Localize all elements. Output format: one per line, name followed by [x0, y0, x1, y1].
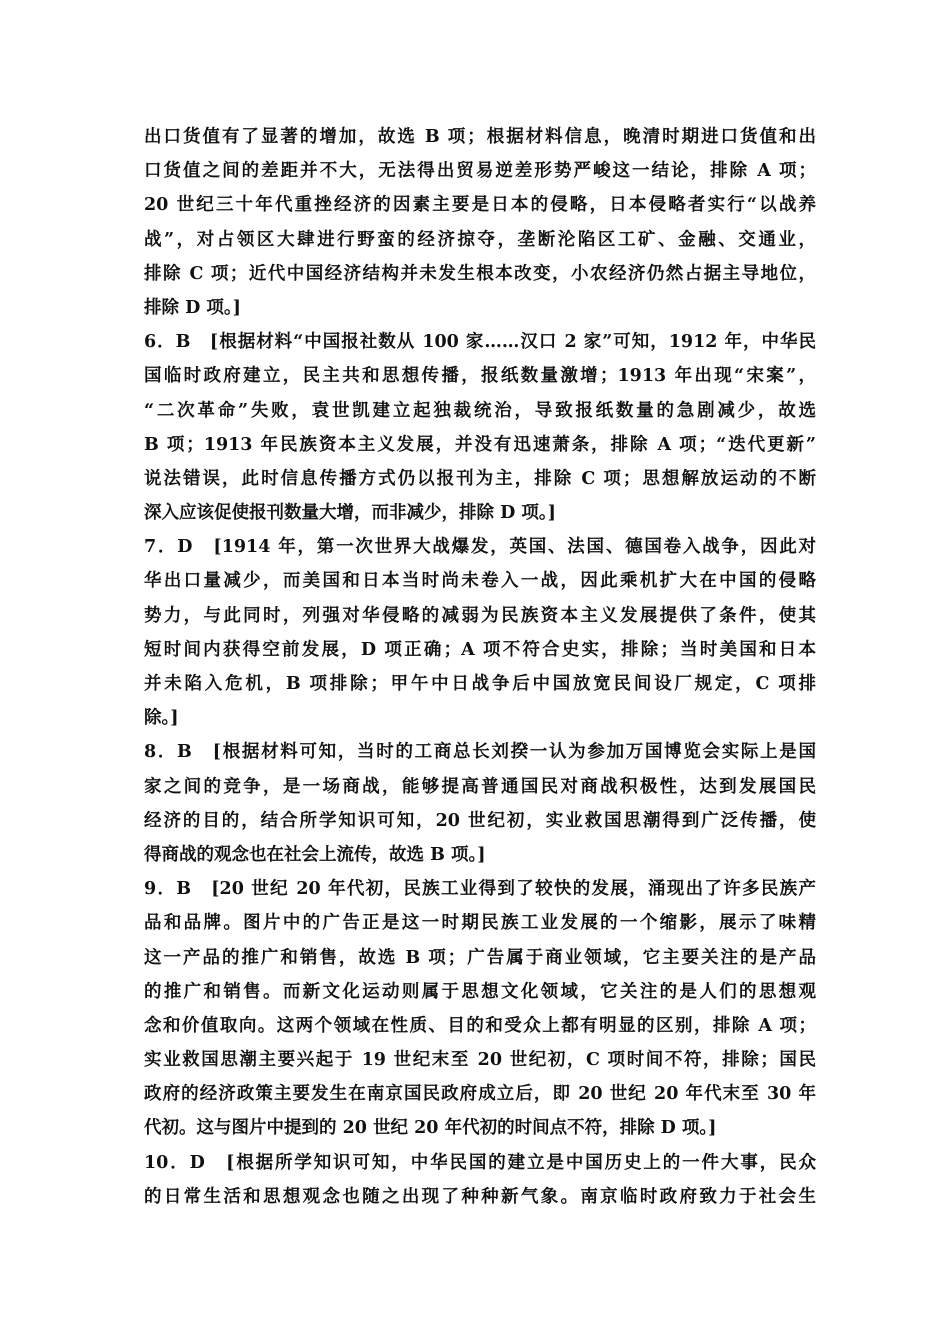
text-line: 20 世纪三十年代重挫经济的因素主要是日本的侵略，日本侵略者实行“以战养 — [144, 195, 816, 216]
text-line: 口货值之间的差距并不大，无法得出贸易逆差形势严峻这一结论，排除 A 项； — [144, 161, 816, 182]
text-line: 深入应该促使报刊数量大增，而非减少，排除 D 项。] — [144, 503, 556, 524]
text-line: 出口货值有了显著的增加，故选 B 项；根据材料信息，晚清时期进口货值和出 — [144, 127, 816, 147]
answer-block-q9 — [144, 872, 816, 1146]
text-line: 家之间的竞争，是一场商战，能够提高普通国民对商战积极性，达到发展国民 — [144, 776, 816, 797]
text-line: 品和品牌。图片中的广告正是这一时期民族工业发展的一个缩影，展示了味精 — [144, 913, 816, 934]
text-line: “二次革命”失败，袁世凯建立起独裁统治，导致报纸数量的急剧减少，故选 — [144, 400, 816, 421]
answer-block-q7 — [144, 530, 816, 735]
text-line: 战”，对占领区大肆进行野蛮的经济掠夺，垄断沦陷区工矿、金融、交通业， — [144, 229, 816, 250]
answer-heading-line: 6．B [根据材料“中国报社数从 100 家……汉口 2 家”可知，1912 年，中华民 — [144, 332, 816, 353]
text-line: 短时间内获得空前发展，D 项正确；A 项不符合史实，排除；当时美国和日本 — [144, 639, 816, 660]
text-line: 得商战的观念也在社会上流传，故选 B 项。] — [144, 844, 486, 865]
text-line: 的推广和销售。而新文化运动则属于思想文化领域，它关注的是人们的思想观 — [144, 981, 816, 1002]
text-line: 经济的目的，结合所学知识可知，20 世纪初，实业救国思潮得到广泛传播，使 — [144, 810, 816, 831]
text-line: 实业救国思潮主要兴起于 19 世纪末至 20 世纪初，C 项时间不符，排除；国民 — [144, 1050, 816, 1071]
answer-block-q10 — [144, 1146, 816, 1214]
text-line: 排除 D 项。] — [144, 297, 241, 318]
answer-heading-line: 10．D [根据所学知识可知，中华民国的建立是中国历史上的一件大事，民众 — [144, 1152, 816, 1173]
answer-heading-line: 8．B [根据材料可知，当时的工商总长刘揆一认为参加万国博览会实际上是国 — [144, 742, 816, 763]
text-line: 华出口量减少，而美国和日本当时尚未卷入一战，因此乘机扩大在中国的侵略 — [144, 571, 816, 592]
text-line: 这一产品的推广和销售，故选 B 项；广告属于商业领域，它主要关注的是产品 — [144, 947, 816, 968]
text-line: 代初。这与图片中提到的 20 世纪 20 年代初的时间点不符，排除 D 项。] — [144, 1118, 717, 1139]
text-line: 排除 C 项；近代中国经济结构并未发生根本改变，小农经济仍然占据主导地位， — [144, 263, 816, 284]
text-line: 的日常生活和思想观念也随之出现了种种新气象。南京临时政府致力于社会生 — [144, 1186, 816, 1207]
answer-block-q5-continued — [144, 120, 816, 325]
answer-heading-line: 7．D [1914 年，第一次世界大战爆发，英国、法国、德国卷入战争，因此对 — [144, 537, 816, 558]
answer-text-column — [144, 120, 816, 1214]
text-line: 政府的经济政策主要发生在南京国民政府成立后，即 20 世纪 20 年代末至 30 年 — [144, 1084, 816, 1105]
text-line: 念和价值取向。这两个领域在性质、目的和受众上都有明显的区别，排除 A 项； — [144, 1015, 816, 1036]
text-line: 除。] — [144, 708, 179, 729]
text-line: B 项；1913 年民族资本主义发展，并没有迅速萧条，排除 A 项；“迭代更新” — [144, 434, 816, 455]
answer-heading-line: 9．B [20 世纪 20 年代初，民族工业得到了较快的发展，涌现出了许多民族产 — [144, 879, 816, 900]
text-line: 说法错误，此时信息传播方式仍以报刊为主，排除 C 项；思想解放运动的不断 — [144, 468, 816, 489]
text-line: 并未陷入危机，B 项排除；甲午中日战争后中国放宽民间设厂规定，C 项排 — [144, 674, 816, 694]
text-line: 国临时政府建立，民主共和思想传播，报纸数量激增；1913 年出现“宋案”， — [144, 366, 816, 387]
answer-block-q8 — [144, 735, 816, 872]
answer-block-q6 — [144, 325, 816, 530]
text-line: 势力，与此同时，列强对华侵略的减弱为民族资本主义发展提供了条件，使其 — [144, 605, 816, 626]
